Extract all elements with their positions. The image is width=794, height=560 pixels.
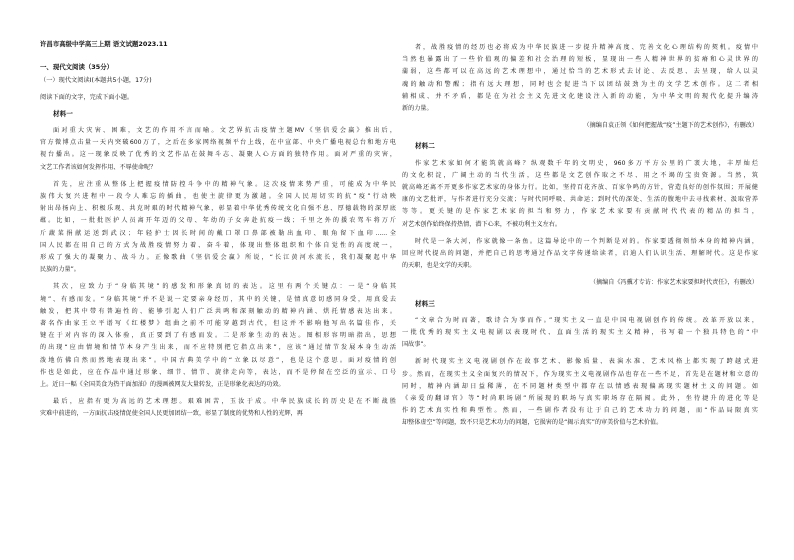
paragraph-line: 上。近日一幅《全国美食为热干面加油》的漫画被网友大量转发，正是形象化表达的功效。: [40, 381, 285, 389]
paragraph-line: 当然也暴露出了一些价值观的偏差和社会治理的短板，显现出一些人精神世界的贫瘠和心灵世界的: [402, 56, 758, 64]
paragraph-line: 面对重大灾害、困难，文艺的作用不言而喻。文艺界抗击疫情主题MV《坚信爱会赢》推出后，: [53, 127, 396, 135]
section-heading: 一、现代文阅读（35分）: [40, 63, 114, 72]
paragraph-line: 步。然而，在现实主义全面复兴的情况下，作为现实主义电视剧作品也存在一些不足，首先是在题材和立意的: [402, 370, 758, 378]
paragraph-line: 触发，把其中带有普遍性的、能够引起人们广泛共鸣和深刻触动的精神内涵、烘托情感表达出来。: [40, 307, 396, 315]
paragraph-line: 作也是如此，应在作品中通过形象、细节、情节、旋律走向等，表达，而不是停留在空泛的宣示、口号: [40, 368, 396, 376]
paragraph-line: 同时，精神内涵却日益稀薄，在不同题材类型中都存在以情感表现偏离现实题材主义的问题。如: [402, 382, 758, 390]
paragraph-line: 国人民都在用自己的方式为战胜疫情努力着、奋斗着，体现出整体组织和个体自觉性的高度统一，: [40, 241, 396, 249]
material-1-source: （摘编自袁正领《如何把握战“疫”主题下的艺术创作》，有删改）: [583, 122, 758, 130]
paragraph-line: 视台播出。这一现象反映了优秀的文艺作品在鼓舞斗志、凝聚人心方面的独特作用。面对严重的灾害，: [40, 151, 396, 159]
paragraph-line: 形成了强大的凝聚力、战斗力。正像歌曲《坚信爱会赢》所说，“长江黄河水流长，我们凝聚起中华: [40, 254, 396, 262]
paragraph-line: 作家艺术家如何才能筑就高峰？纵观数千年的文明史，960多万平方公里的广袤大地，丰厚灿烂: [415, 159, 758, 167]
paragraph-line: 最后，应指有更为高远的艺术理想。艰难困苦，玉汝于成。中华民族成长的历史是在不断战胜: [53, 398, 396, 406]
exam-title: 许昌市高级中学高三上期 语文试题2023.11: [40, 40, 168, 48]
paragraph-line: 斤蔬菜捐献运送到武汉；年轻护士因长时间的戴口罩口鼻部被勒出血印、眼角留下血印......全: [40, 229, 396, 237]
paragraph-line: 回应时代提出的问题，并把自己的思考通过作品文字传递给读者，启迪人们认识生活、理解时代。这是作家: [402, 250, 758, 258]
paragraph-line: 就高峰还离不开更多作家艺术家的身体力行。比如，坚持百花齐放、百家争鸣的方针，营造良好的创作氛围；开展健: [402, 184, 758, 192]
paragraph-line: 魂的触动和警醒；指有远大理想，同时也会促进当下以团结鼓劲为主的文学艺术创作。这二者相: [402, 80, 758, 88]
paragraph-line: 射出昂扬向上、积极乐观、共克时艰的时代精神气象，彰显着中华优秀传统文化自强不息、厚德载物的深厚底: [40, 205, 396, 213]
material-2-source: （摘编自《冯骥才专访：作家艺术家要担时代责任》，有删改）: [589, 279, 758, 287]
paragraph-line: 的天职，也是文学的天职。: [402, 262, 476, 270]
paragraph-line: 族伟大复兴进程中一段令人难忘的插曲，也使主旋律更为激越。全国人民用切实的抗“疫”行动映: [40, 193, 396, 201]
paragraph-line: 其次，应致力于“身临其境”的感发和形象真切的表达。这里有两个关键点：一是“身临其: [53, 283, 396, 291]
paragraph-line: 辅相成、并不矛盾，都是在为社会主义先进文化建设注入新的动能，为中华文明的现代化提升编涛: [402, 92, 758, 100]
paragraph-line: 一批优秀的现实主义电视剧以表现时代、直面生活的现实主义精神，书写着一个独具特色的“中: [402, 329, 758, 337]
paragraph-line: 境”、有感而发。“身临其境”并不是说一定要亲身经历，其中的关键，是情真意切感同身受，用真爱去: [40, 295, 396, 303]
paragraph-line: 作的艺术真实性和典型性。然而，一些剧作者没有让于自己的艺术功力的问题，而“作品局限真实: [402, 407, 758, 415]
material-2-heading: 材料二: [415, 142, 435, 151]
paragraph-line: 却整体虚空”等问题，致不只是艺术功力的问题，它损害的是“揭示真实”的审美价值与艺术价值。: [402, 419, 663, 427]
paragraph-line: 灾难中前进的，一方面抗击疫情促使全国人民更加团结一致，彰显了制度的优势和人性的光辉，再: [40, 410, 303, 418]
paragraph-line: 康的文艺批评，与作者进行充分交流；与时代同呼吸、共命运；到时代的深处、生活的腹地中去寻找素材、汲取营养: [402, 196, 758, 204]
paragraph-line: 国故事”。: [402, 341, 430, 349]
paragraph-line: 文艺工作者该如何发挥作用、不辱使命呢？: [40, 163, 157, 171]
left-column: [40, 38, 396, 421]
material-3-body: [402, 315, 758, 430]
subsection-heading: （一）现代文阅读Ⅰ(本题共5小题，17分): [40, 77, 152, 85]
paragraph-line: 民族的力量”。: [40, 266, 80, 274]
paragraph-line: 新时代现实主义电视剧创作在故事艺术、影像质量、表演水准、艺术风格上都实现了跨越式进: [415, 358, 758, 366]
paragraph-line: 官方微博点击量一天内突破600万了，之后在多家网络视频平台上线，在中宣部、中央广播电视总台和地方电: [40, 139, 396, 147]
paragraph-line: 键在于对内容的深入体验，真正要到了有感而发。二是形象生动的表达。图相形容明暗指出，思想: [40, 332, 396, 340]
material-1-heading: 材料一: [53, 109, 73, 118]
paragraph-line: “文章合为时而著，歌诗合为事而作。”现实主义一直是中国电视剧创作的传统。改革开放以来，: [415, 316, 758, 324]
paragraph-line: 的文化积淀，广阔主动的当代生活，这些都是文艺创作取之不尽、用之不竭的宝贵资源。当然，筑: [402, 171, 758, 179]
paragraph-line: 蕴。比如，一批批医护人员离开年迈的父母、年幼的子女奔赴抗疫一线；千里之外的援农驾车将万斤: [40, 217, 396, 225]
material-3-heading: 材料三: [415, 299, 435, 308]
right-column: [402, 42, 758, 430]
paragraph-line: 《亲爱的翻译官》等“时尚职场剧”所展现的职场与真实职场存在隔阂。此外，坐待捷升的进化等是: [402, 395, 758, 403]
paragraph-line: 新的力量。: [402, 105, 433, 113]
paragraph-line: 泼地仿佛自然而然地表现出来”。中国古典美学中的“立象以尽意”，也是这个意思。面对疫情的创: [40, 356, 396, 364]
paragraph-line: 等等。更关键的是作家艺术家的担当和努力，作家艺术家要有贡献时代代表的精品的担当，: [402, 208, 758, 216]
material-1-body: [40, 125, 396, 421]
paragraph-line: 蒲弱，这些都可以在高远的艺术理想中，通过恰当的艺术形式去讨论、去反思、去呈现，给人以灵: [402, 68, 758, 76]
paragraph-line: 首先，应注重从整体上把握疫情防控斗争中的精神气象。这次疫情来势严重，可能成为中华民: [53, 180, 396, 188]
paragraph-line: 者，战胜疫情的经历也必将成为中华民族进一步提升精神高度、完善文化心理结构的契机。疫情中: [415, 44, 758, 51]
paragraph-line: 著名作曲家王立平谱写《红楼梦》组曲之前不可能穿越到古代，但这并不影响他写出名篇佳作，关: [40, 320, 396, 328]
paragraph-line: 的出现“应由情境和情节本身产生出来，而不应特别把它指点出来”，应该“通过情节发展本身生动活: [40, 344, 396, 352]
material-2-body: [402, 158, 758, 273]
instruction-text: 阅读下面的文字，完成下面小题。: [40, 93, 134, 101]
paragraph-line: 对艺术创作始终保持热情，潜下心来，不被功利主义左右。: [402, 220, 561, 228]
paragraph-line: 时代是一条大河，作家就像一条鱼。这篇导论中的一个判断是对的。作家要透彻领悟本身的精神内涵，: [415, 237, 758, 245]
material-1-continued: [402, 42, 758, 115]
